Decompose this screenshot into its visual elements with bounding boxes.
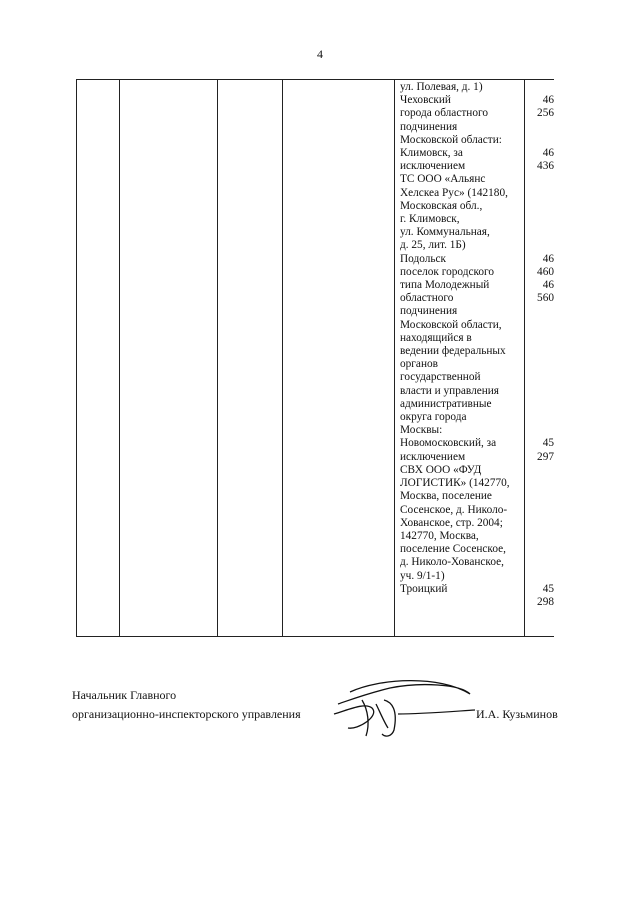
territory-name-line: ведении федеральных	[400, 345, 506, 358]
territory-name-line: Сосенское, д. Николо-	[400, 503, 508, 516]
territory-name-line: округа города	[400, 411, 467, 424]
territory-name-line: типа Молодежный	[400, 279, 490, 292]
territory-name-line: 142770, Москва,	[400, 529, 479, 542]
signatory-name: И.А. Кузьминов	[476, 707, 558, 721]
territory-name-line: Новомосковский, за	[400, 437, 497, 450]
territory-code: 46 560	[537, 279, 554, 305]
column-divider	[394, 80, 395, 636]
territory-name-line: Троицкий	[400, 582, 448, 595]
territory-name-line: исключением	[400, 450, 466, 463]
column-divider	[119, 80, 120, 636]
territory-name-line: поселок городского	[400, 265, 495, 278]
territory-name-line: ул. Полевая, д. 1)	[400, 81, 483, 93]
territory-name-line: Хелскеа Рус» (142180,	[400, 186, 508, 199]
signature	[310, 670, 480, 750]
territory-name-line: Москвы:	[400, 424, 443, 437]
territory-name-line: органов	[400, 358, 438, 371]
territory-name-line: Подольск	[400, 252, 447, 265]
territory-name-line: областного	[400, 292, 454, 305]
position-title-line2: организационно-инспекторского управления	[72, 707, 301, 721]
column-divider	[282, 80, 283, 636]
territory-name-line: Климовск, за	[400, 147, 463, 160]
territory-name-line: г. Климовск,	[400, 213, 460, 226]
territory-name-column	[400, 81, 524, 596]
territory-name-line: административные	[400, 397, 492, 410]
position-title-line1: Начальник Главного	[72, 688, 177, 702]
territory-name-line: ул. Коммунальная,	[400, 226, 490, 239]
territory-name-line: Чеховский	[400, 94, 451, 107]
territory-name-line: Хованское, стр. 2004;	[400, 516, 503, 529]
territory-name-line: города областного	[400, 107, 488, 120]
territory-name-line: подчинения	[400, 120, 458, 133]
territory-name-line: ТС ООО «Альянс	[400, 173, 486, 186]
territory-code: 45 297	[537, 437, 554, 463]
column-divider	[217, 80, 218, 636]
territory-code: 46 256	[537, 94, 554, 120]
territory-name-line: Москва, поселение	[400, 490, 492, 503]
territory-code: 45 298	[537, 582, 554, 608]
territory-name-line: находящийся в	[400, 331, 472, 344]
territory-name-line: власти и управления	[400, 384, 500, 397]
territory-name-line: д. Николо-Хованское,	[400, 556, 504, 569]
territory-name-line: государственной	[400, 371, 481, 384]
territory-name-line: СВХ ООО «ФУД	[400, 463, 482, 476]
column-divider	[524, 80, 525, 636]
territory-name-line: подчинения	[400, 305, 458, 318]
territory-name-line: исключением	[400, 160, 466, 173]
territory-name-line: Московской области:	[400, 133, 502, 146]
territory-name-line: ЛОГИСТИК» (142770,	[400, 477, 510, 490]
codes-table	[76, 79, 554, 637]
territory-name-line: уч. 9/1-1)	[400, 569, 445, 582]
territory-code: 46 436	[537, 147, 554, 173]
territory-code: 46 460	[537, 252, 554, 278]
territory-name-line: Московской области,	[400, 318, 502, 331]
territory-name-line: поселение Сосенское,	[400, 543, 506, 556]
page-number: 4	[317, 47, 323, 61]
territory-name-line: д. 25, лит. 1Б)	[400, 239, 466, 252]
territory-name-line: Московская обл.,	[400, 199, 483, 212]
